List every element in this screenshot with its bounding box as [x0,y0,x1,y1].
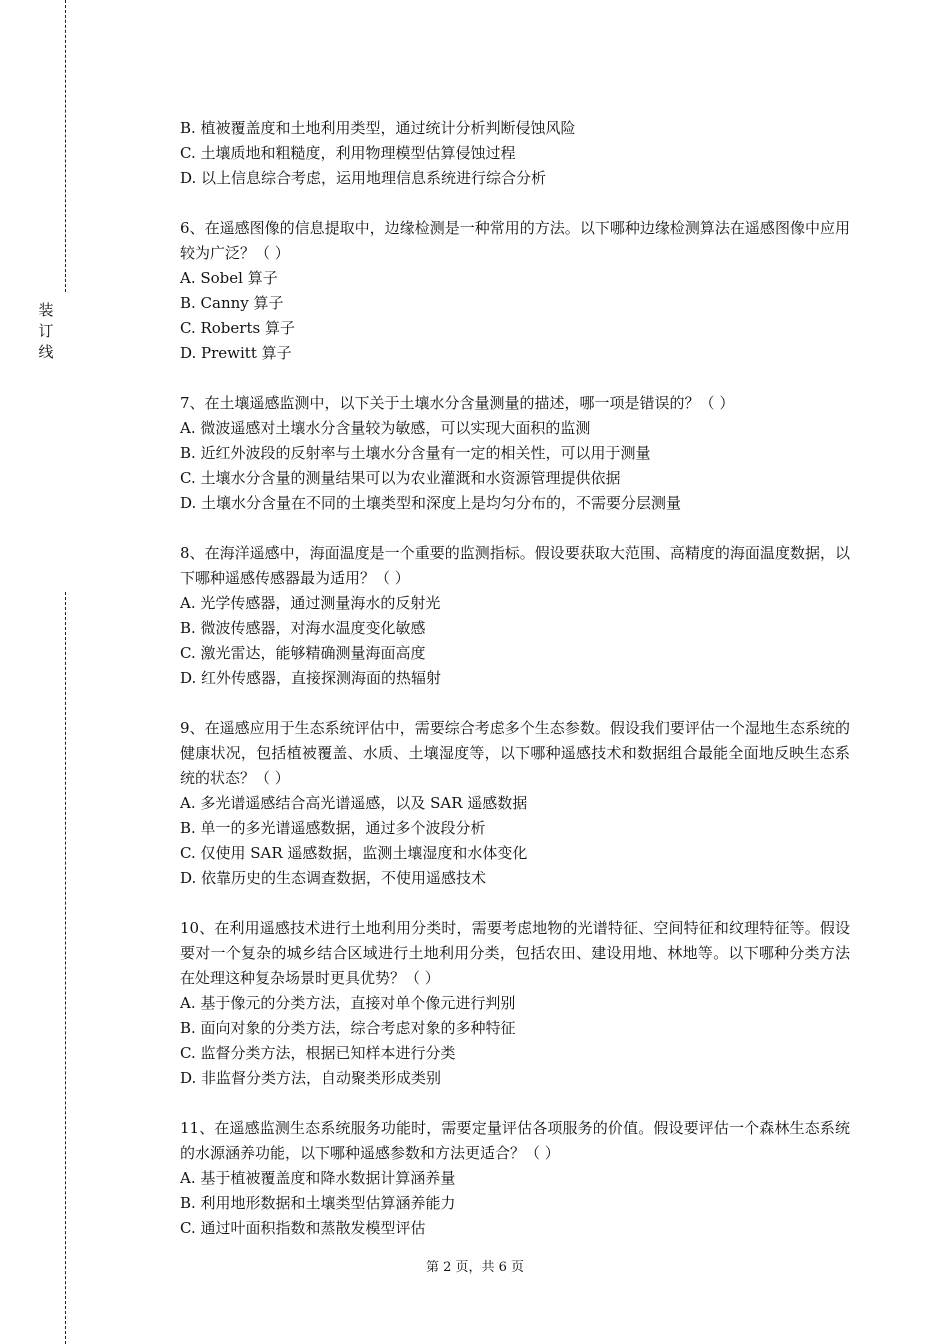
option: D. 非监督分类方法，自动聚类形成类别 [180,1069,442,1087]
binding-label-char: 装 [38,301,54,319]
question-stem: 6、在遥感图像的信息提取中，边缘检测是一种常用的方法。以下哪种边缘检测算法在遥感图像中应用较为广泛？（ ） [180,219,850,262]
option: B. 单一的多光谱遥感数据，通过多个波段分析 [180,819,486,837]
option: A. 微波遥感对土壤水分含量较为敏感，可以实现大面积的监测 [180,419,591,437]
question-5-continued [180,116,850,191]
question-stem: 7、在土壤遥感监测中，以下关于土壤水分含量测量的描述，哪一项是错误的？（ ） [180,394,735,412]
option: C. 土壤质地和粗糙度，利用物理模型估算侵蚀过程 [180,144,516,162]
option: C. 通过叶面积指数和蒸散发模型评估 [180,1219,426,1237]
option: B. 植被覆盖度和土地利用类型，通过统计分析判断侵蚀风险 [180,119,576,137]
question-10 [180,916,850,1091]
question-9 [180,716,850,891]
option: A. 多光谱遥感结合高光谱遥感，以及 SAR 遥感数据 [180,794,528,812]
option: A. 基于像元的分类方法，直接对单个像元进行判别 [180,994,516,1012]
question-8 [180,541,850,691]
option: D. Prewitt 算子 [180,344,292,362]
question-7 [180,391,850,516]
option: C. 监督分类方法，根据已知样本进行分类 [180,1044,456,1062]
option: D. 红外传感器，直接探测海面的热辐射 [180,669,442,687]
binding-line-label [37,300,55,363]
option: C. 仅使用 SAR 遥感数据，监测土壤湿度和水体变化 [180,844,528,862]
question-content [180,116,850,1266]
option: D. 依靠历史的生态调查数据，不使用遥感技术 [180,869,487,887]
binding-label-char: 线 [38,343,54,361]
option: A. 基于植被覆盖度和降水数据计算涵养量 [180,1169,456,1187]
option: A. 光学传感器，通过测量海水的反射光 [180,594,441,612]
option: B. 面向对象的分类方法，综合考虑对象的多种特征 [180,1019,516,1037]
question-stem: 8、在海洋遥感中，海面温度是一个重要的监测指标。假设要获取大范围、高精度的海面温度数据，以下哪种遥感传感器最为适用？（ ） [180,544,850,587]
option: B. 利用地形数据和土壤类型估算涵养能力 [180,1194,456,1212]
option: D. 土壤水分含量在不同的土壤类型和深度上是均匀分布的，不需要分层测量 [180,494,682,512]
binding-dashed-line-top [65,0,66,292]
option: C. 土壤水分含量的测量结果可以为农业灌溉和水资源管理提供依据 [180,469,621,487]
question-stem: 9、在遥感应用于生态系统评估中，需要综合考虑多个生态参数。假设我们要评估一个湿地生态系统的健康状况，包括植被覆盖、水质、土壤湿度等，以下哪种遥感技术和数据组合最能全面地反映生态系统的状态？（ ） [180,719,850,787]
option: B. Canny 算子 [180,294,284,312]
question-11 [180,1116,850,1241]
binding-label-char: 订 [38,322,54,340]
option: B. 微波传感器，对海水温度变化敏感 [180,619,426,637]
option: C. Roberts 算子 [180,319,295,337]
option: B. 近红外波段的反射率与土壤水分含量有一定的相关性，可以用于测量 [180,444,651,462]
option: C. 激光雷达，能够精确测量海面高度 [180,644,426,662]
option: A. Sobel 算子 [180,269,278,287]
page-footer: 第 2 页，共 6 页 [425,1260,525,1275]
question-stem: 10、在利用遥感技术进行土地利用分类时，需要考虑地物的光谱特征、空间特征和纹理特征等。假设要对一个复杂的城乡结合区域进行土地利用分类，包括农田、建设用地、林地等。以下哪种分类方法在处理这种复杂场景时更具优势？（ ） [180,919,850,987]
binding-dashed-line-bottom [65,592,66,1344]
option: D. 以上信息综合考虑，运用地理信息系统进行综合分析 [180,169,547,187]
question-stem: 11、在遥感监测生态系统服务功能时，需要定量评估各项服务的价值。假设要评估一个森林生态系统的水源涵养功能，以下哪种遥感参数和方法更适合？（ ） [180,1119,850,1162]
question-6 [180,216,850,366]
